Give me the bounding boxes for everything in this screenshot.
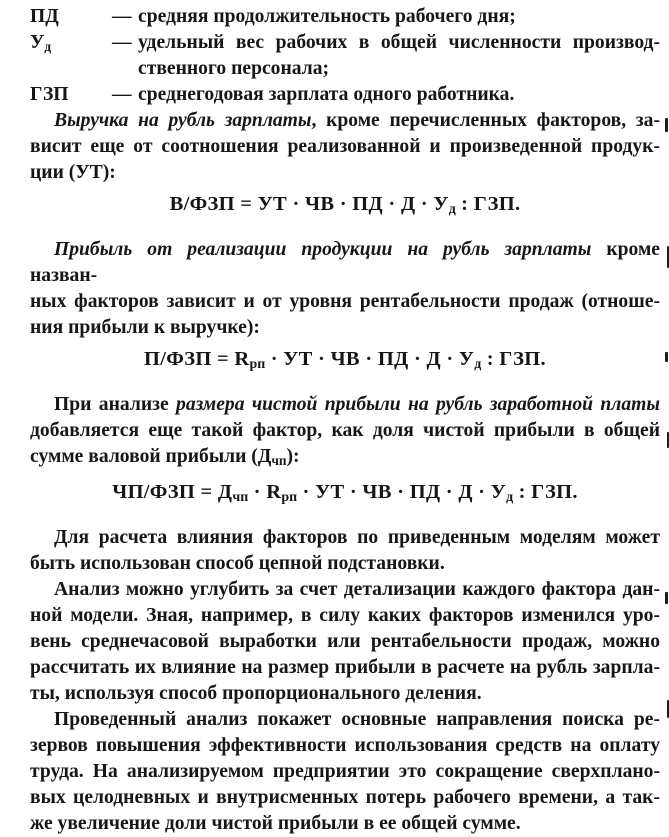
text-segment: При анализе <box>54 394 177 416</box>
definition-row-ud <box>30 30 660 82</box>
text-line <box>30 237 660 289</box>
formula-text: : ГЗП. <box>513 481 578 504</box>
text-line: ции (УТ): <box>30 162 116 183</box>
text-line: Проведенный анализ покажет основные направления поиска ре- <box>54 709 660 731</box>
formula-subscript: рп <box>249 357 266 373</box>
paragraph-profit-per-ruble <box>30 237 660 341</box>
text-line: вень среднечасовой выработки или рентабельности продаж, можно <box>30 631 660 653</box>
formula-subscript: д <box>474 357 482 373</box>
text-segment: , кроме перечисленных факторов, за- <box>311 110 660 131</box>
formula-text: · УТ · ЧВ · ПД · Д · У <box>297 481 507 504</box>
text-line: зервов повышения эффективности использования средств на оплату <box>30 735 660 757</box>
text-line <box>30 444 660 474</box>
definition-text: ственного персонала; <box>138 58 330 79</box>
scan-artifact <box>665 592 668 604</box>
text-line: добавляется еще такой фактор, как доля чистой прибыли в общей <box>30 420 660 442</box>
text-line: ной модели. Зная, например, в силу каких факторов изменился уро- <box>30 605 660 627</box>
text-line <box>30 392 660 418</box>
paragraph-revenue-per-ruble <box>30 108 660 186</box>
definition-term: ГЗП <box>30 84 69 105</box>
definition-text: средняя продолжительность рабочего дня; <box>138 6 516 27</box>
formula-subscript: д <box>448 202 456 218</box>
italic-phrase: Выручка на рубль зарплаты <box>54 110 312 131</box>
italic-phrase: Прибыль от реализации продукции на рубль зарплаты <box>54 239 592 261</box>
text-line: Для расчета влияния факторов по приведенным моделям может <box>54 527 660 549</box>
formula-net-profit-per-wage <box>30 479 660 511</box>
formula-subscript: чп <box>232 490 249 506</box>
paragraph-chain-substitution <box>30 525 660 577</box>
paragraph-net-profit <box>30 392 660 474</box>
text-segment: ): <box>286 446 300 468</box>
formula-text: · УТ · ЧВ · ПД · Д · У <box>265 348 475 371</box>
inline-subscript: чп <box>271 453 287 469</box>
formula-text: В/ФЗП = УТ · ЧВ · ПД · Д · У <box>169 193 449 215</box>
definition-text: удельный вес рабочих в общей численности производ- <box>138 32 660 53</box>
definition-term <box>30 30 112 82</box>
formula-text: ЧП/ФЗП = Д <box>112 481 233 504</box>
text-line: ния прибыли к выручке): <box>30 317 260 339</box>
paragraph-conclusions <box>30 707 660 837</box>
formula-text: П/ФЗП = R <box>144 348 250 371</box>
text-line: ных факторов зависит и от уровня рентабельности продаж (отноше- <box>30 291 660 313</box>
text-line: быть использован способ цепной подстановки. <box>30 553 445 575</box>
definition-text: среднегодовая зарплата одного работника. <box>138 84 515 105</box>
italic-phrase: размера чистой прибыли на рубль заработной платы <box>176 394 660 416</box>
formula-text: : ГЗП. <box>455 193 521 215</box>
definition-term: ПД <box>30 6 59 27</box>
scan-artifact <box>665 118 668 132</box>
term-subscript: д <box>44 38 52 54</box>
text-line: рассчитать их влияние на размер прибыли в расчете на рубль зарпла- <box>30 657 660 679</box>
definition-dash: — <box>112 6 132 27</box>
text-line: висит еще от соотношения реализованной и произведенной продук- <box>30 136 660 157</box>
text-line: ты, используя способ пропорционального деления. <box>30 683 482 705</box>
formula-subscript: д <box>506 490 514 506</box>
definition-row-gzp <box>30 82 660 108</box>
text-line: же увеличение доли чистой прибыли в ее общей сумме. <box>30 813 521 835</box>
text-line: труда. На анализируемом предприятии это сокращение сверхплано- <box>30 761 660 783</box>
formula-revenue-per-wage <box>30 191 660 223</box>
text-line <box>30 108 660 134</box>
text-segment: кроме назван- <box>30 239 660 287</box>
paragraph-deepened-analysis <box>30 577 660 707</box>
text-line: вых целодневных и внутрисменных потерь рабочего времени, а так- <box>30 787 660 809</box>
text-segment: сумме валовой прибыли (Д <box>30 446 272 468</box>
formula-text: · R <box>248 481 282 504</box>
scan-artifact <box>665 352 668 362</box>
definition-row-pd <box>30 4 660 30</box>
definition-dash: — <box>112 32 132 53</box>
definition-dash: — <box>112 84 132 105</box>
term-main: У <box>30 32 45 53</box>
formula-profit-per-wage <box>30 346 660 378</box>
formula-subscript: рп <box>281 490 298 506</box>
text-line: Анализ можно углубить за счет детализации каждого фактора дан- <box>54 579 660 601</box>
formula-text: : ГЗП. <box>481 348 546 371</box>
